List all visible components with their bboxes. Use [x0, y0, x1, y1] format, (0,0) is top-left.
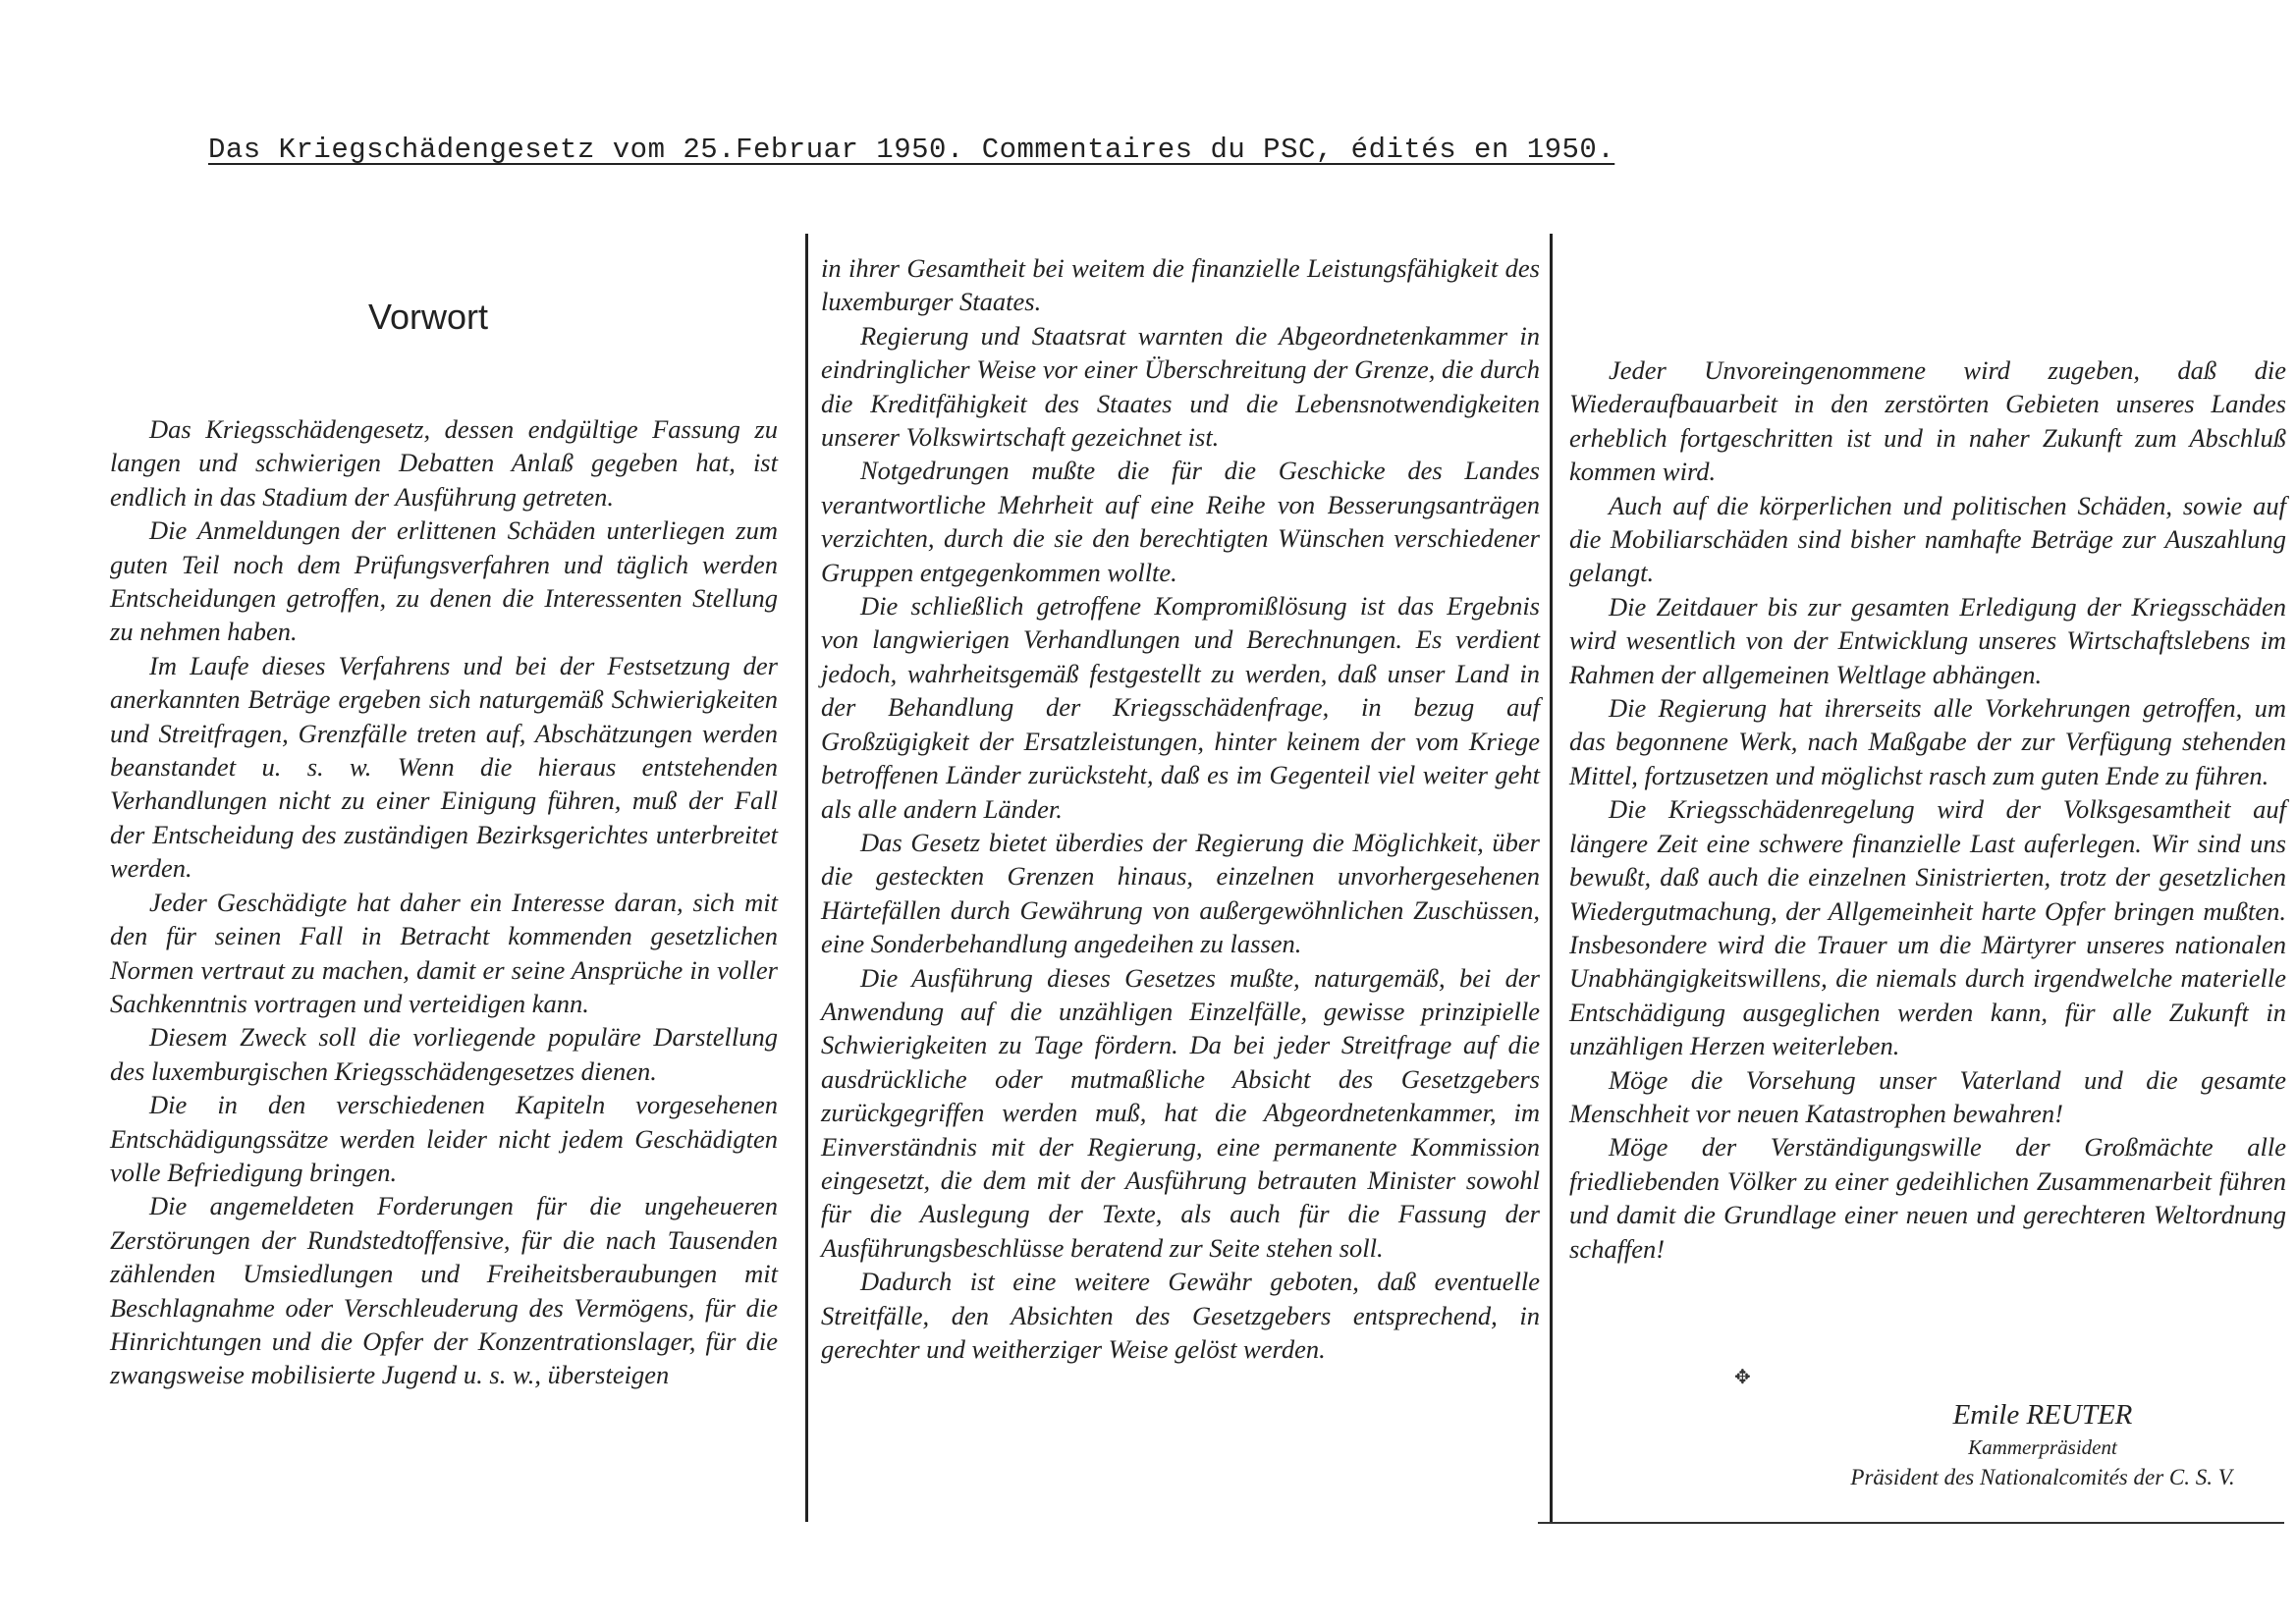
paragraph: Möge die Vorsehung unser Vaterland und die gesamte Menschheit vor neuen Katastrophen bewahren!: [1569, 1064, 2286, 1128]
paragraph: Die Anmeldungen der erlittenen Schäden unterliegen zum guten Teil noch dem Prüfungsverfahren und täglich werden Entscheidungen getroffen, zu denen die Interessenten Stellung zu nehmen haben.: [110, 515, 778, 647]
paragraph: Jeder Unvoreingenommene wird zugeben, daß die Wiederaufbauarbeit in den zerstörten Gebieten unseres Landes erheblich fortgeschritten ist und in naher Zukunft zum Abschluß kommen wird.: [1569, 355, 2286, 487]
paragraph: Die Kriegsschädenregelung wird der Volksgesamtheit auf längere Zeit eine schwere finanzielle Last auferlegen. Wir sind uns bewußt, daß auch die einzelnen Sinistrierten, trotz der gesetzlichen Wiedergutmachung, der Allgemeinheit harte Opfer bringen mußten. Insbesondere wird die Trauer um die Märtyrer unseres nationalen Unabhängigkeitswillens, die niemals durch irgendwelche materielle Entschädigung ausgeglichen werden kann, für alle Zukunft in unzähligen Herzen weiterleben.: [1569, 794, 2286, 1061]
paragraph: Die Zeitdauer bis zur gesamten Erledigung der Kriegsschäden wird wesentlich von der Entwicklung unseres Wirtschaftslebens im Rahmen der allgemeinen Weltlage abhängen.: [1569, 591, 2286, 689]
paragraph: Notgedrungen mußte die für die Geschicke des Landes verantwortliche Mehrheit auf eine Reihe von Besserungsanträgen verzichten, durch die sie den berechtigten Wünschen verschiedener Gruppen entgegenkommen wollte.: [821, 456, 1540, 587]
paragraph: Das Gesetz bietet überdies der Regierung die Möglichkeit, über die gesteckten Grenzen hinaus, einzelnen unvorhergesehenen Härtefällen durch Gewährung von außergewöhnlichen Zuschüssen, eine Sonderbehandlung angedeihen zu lassen.: [821, 827, 1540, 959]
left-column: [110, 412, 778, 1392]
paragraph: Jeder Geschädigte hat daher ein Interesse daran, sich mit den für seinen Fall in Betracht kommenden gesetzlichen Normen vertraut zu machen, damit er seine Ansprüche in voller Sachkenntnis vortragen und verteidigen kann.: [110, 887, 778, 1018]
paragraph: Möge der Verständigungswille der Großmächte alle friedliebenden Völker zu einer gedeihlichen Zusammenarbeit führen und damit die Grundlage einer neuen und gerechteren Weltordnung schaffen!: [1569, 1132, 2286, 1264]
paragraph: Die schließlich getroffene Kompromißlösung ist das Ergebnis von langwierigen Verhandlungen und Berechnungen. Es verdient jedoch, wahrheitsgemäß festgestellt zu werden, daß unser Land in der Behandlung der Kriegsschädenfrage, in bezug auf Großzügigkeit der Ersatzleistungen, hinter keinem der vom Kriege betroffenen Länder zurücksteht, daß es im Gegenteil viel weiter geht als alle andern Länder.: [821, 591, 1540, 824]
paragraph: Diesem Zweck soll die vorliegende populäre Darstellung des luxemburgischen Kriegsschädengesetzes dienen.: [110, 1022, 778, 1086]
paragraph: Die angemeldeten Forderungen für die ungeheueren Zerstörungen der Rundstedtoffensive, für die nach Tausenden zählenden Umsiedlungen und Freiheitsberaubungen mit Beschlagnahme oder Verschleuderung des Vermögens, für die Hinrichtungen und die Opfer der Konzentrationslager, für die zwangsweise mobilisierte Jugend u. s. w., übersteigen: [110, 1191, 778, 1390]
paragraph: Die Ausführung dieses Gesetzes mußte, naturgemäß, bei der Anwendung auf die unzähligen Einzelfälle, gewisse prinzipielle Schwierigkeiten zu Tage fördern. Da bei jeder Streitfrage auf die ausdrückliche oder mutmaßliche Absicht des Gesetzgebers zurückgegriffen werden muß, hat die Abgeordnetenkammer, im Einverständnis mit der Regierung, eine permanente Kommission eingesetzt, die dem mit der Ausführung betrauten Minister sowohl für die Auslegung der Texte, als auch für die Fassung der Ausführungsbeschlüsse beratend zur Seite stehen soll.: [821, 962, 1540, 1263]
paragraph: Die Regierung hat ihrerseits alle Vorkehrungen getroffen, um das begonnene Werk, nach Maßgabe der zur Verfügung stehenden Mittel, fortzusetzen und möglichst rasch zum guten Ende zu führen.: [1569, 693, 2286, 790]
paragraph: Regierung und Staatsrat warnten die Abgeordnetenkammer in eindringlicher Weise vor einer Überschreitung der Grenze, die durch die Kreditfähigkeit des Staates und die Lebensnotwendigkeiten unserer Volkswirtschaft gezeichnet ist.: [821, 320, 1540, 453]
paragraph: Die in den verschiedenen Kapiteln vorgesehenen Entschädigungssätze werden leider nicht jedem Geschädigten volle Befriedigung bringen.: [110, 1090, 778, 1187]
signature-title: Kammerpräsident: [1968, 1435, 2117, 1459]
signature-name: Emile REUTER: [1952, 1399, 2133, 1431]
ornament-icon: ✥: [1734, 1365, 1751, 1388]
middle-column: [821, 251, 1540, 1366]
signature-affiliation: Präsident des Nationalcomités der C. S. V.: [1850, 1465, 2235, 1489]
paragraph: Im Laufe dieses Verfahrens und bei der Festsetzung der anerkannten Beträge ergeben sich naturgemäß Schwierigkeiten und Streitfragen, Grenzfälle treten auf, Abschätzungen werden beanstandet u. s. w. Wenn die hieraus entstehenden Verhandlungen nicht zu einer Einigung führen, muß der Fall der Entscheidung des zuständigen Bezirksgerichtes unterbreitet werden.: [110, 650, 778, 884]
foreword-title: Vorwort: [368, 297, 489, 337]
paragraph: Dadurch ist eine weitere Gewähr geboten, daß eventuelle Streitfälle, den Absichten des Gesetzgebers entsprechend, in gerechter und weitherziger Weise gelöst werden.: [821, 1267, 1540, 1364]
column-bottom-rule: [1538, 1522, 2284, 1524]
column-divider-left: [805, 234, 808, 1522]
right-column: [1569, 353, 2286, 1266]
paragraph: Das Kriegsschädengesetz, dessen endgültige Fassung zu langen und schwierigen Debatten Anlaß gegeben hat, ist endlich in das Stadium der Ausführung getreten.: [110, 414, 778, 512]
column-divider-middle: [1550, 234, 1553, 1522]
paragraph: in ihrer Gesamtheit bei weitem die finanzielle Leistungsfähigkeit des luxemburger Staates.: [821, 253, 1540, 317]
paragraph: Auch auf die körperlichen und politischen Schäden, sowie auf die Mobiliarschäden sind bisher namhafte Beträge zur Auszahlung gelangt.: [1569, 490, 2286, 588]
page-header-title: Das Kriegschädengesetz vom 25.Februar 1950. Commentaires du PSC, édités en 1950.: [208, 134, 1615, 166]
